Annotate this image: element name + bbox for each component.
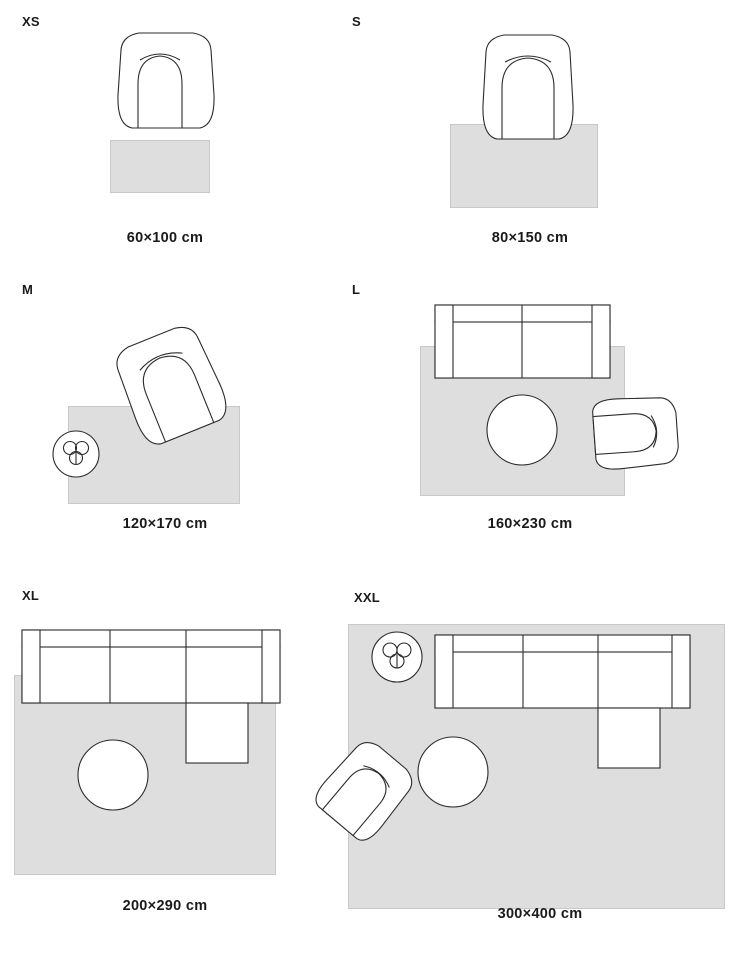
illustration-l <box>330 282 730 512</box>
armchair-icon-xs <box>0 0 330 210</box>
furniture-group-xxl <box>330 578 730 918</box>
size-cell-m <box>0 282 330 572</box>
size-label-xs: XS <box>22 14 40 29</box>
armchair-icon-m <box>0 282 330 517</box>
size-label-l: L <box>352 282 361 297</box>
size-cell-xs <box>0 0 330 265</box>
size-label-xl: XL <box>22 588 40 603</box>
size-label-xxl: XXL <box>354 590 380 605</box>
size-cell-xl <box>0 578 330 960</box>
dimension-label-xs: 60×100 cm <box>126 230 204 246</box>
size-cell-l <box>330 282 730 572</box>
dimension-label-m: 120×170 cm <box>122 516 208 532</box>
furniture-group-xl <box>0 578 330 908</box>
dimension-label-l: 160×230 cm <box>487 516 573 532</box>
illustration-m <box>0 282 330 512</box>
illustration-xl <box>0 578 330 908</box>
size-cell-s <box>330 0 730 265</box>
dimension-label-xl: 200×290 cm <box>122 898 208 914</box>
size-label-m: M <box>22 282 34 297</box>
size-label-s: S <box>352 14 361 29</box>
armchair-icon-s <box>330 0 730 215</box>
illustration-xxl <box>330 578 730 918</box>
size-cell-xxl <box>330 578 730 960</box>
dimension-label-xxl: 300×400 cm <box>497 906 583 922</box>
illustration-xs <box>0 0 330 210</box>
illustration-s <box>330 0 730 210</box>
furniture-group-l <box>330 282 730 517</box>
dimension-label-s: 80×150 cm <box>491 230 569 246</box>
